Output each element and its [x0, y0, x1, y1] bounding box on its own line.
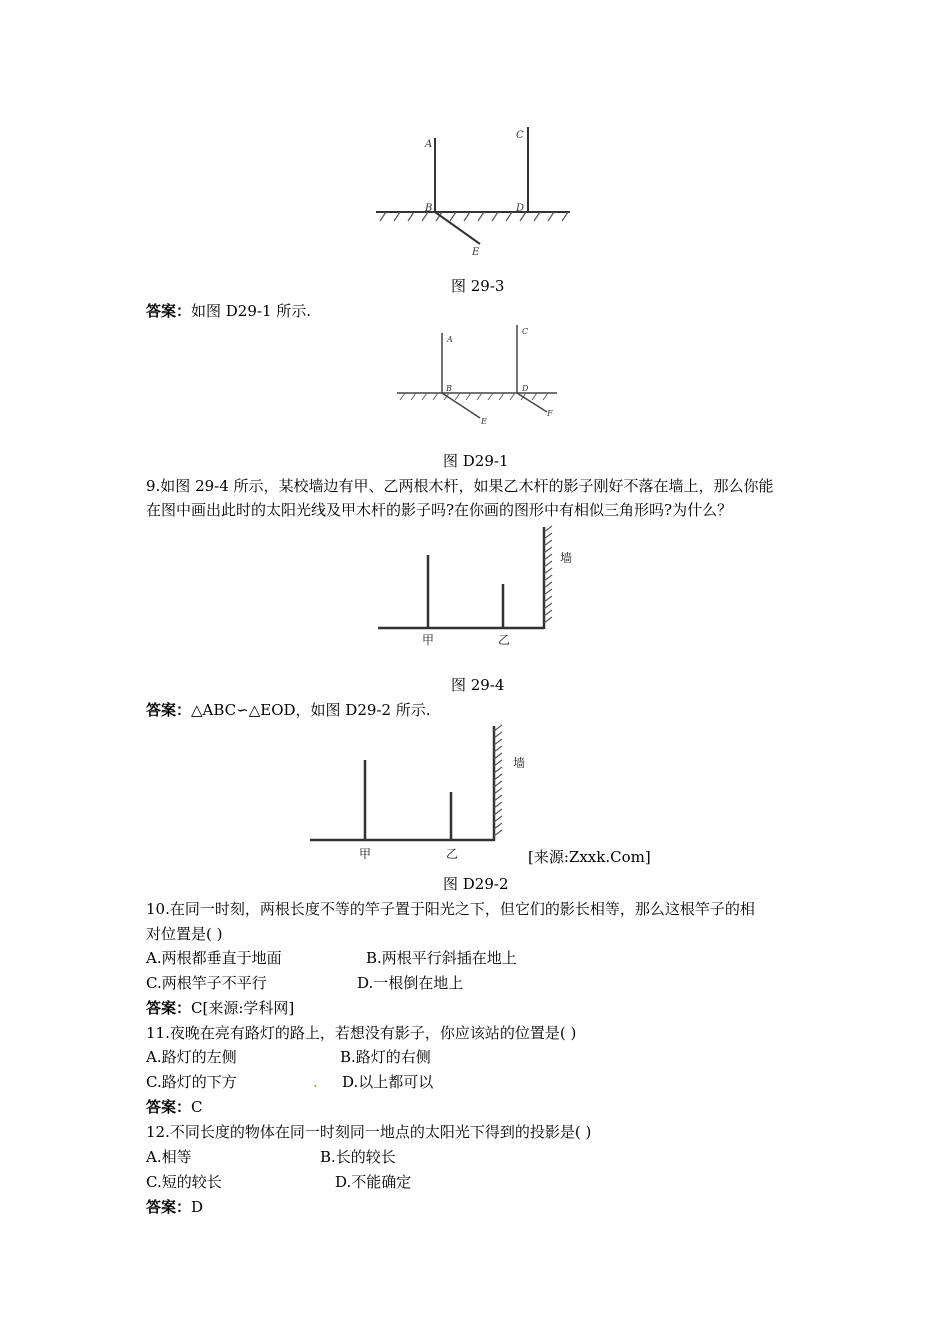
option-d: D.不能确定 [335, 1173, 412, 1191]
answer-label: 答案： [146, 302, 192, 320]
question-11-line-1: 11.夜晚在亮有路灯的路上，若想没有影子，你应该站的位置是( ) [146, 1024, 577, 1042]
label-a: A [447, 335, 453, 344]
answer-text: C [191, 1098, 203, 1116]
option-c: C.两根竿子不平行 [146, 974, 267, 992]
answer-10 [146, 998, 294, 1018]
answer-label: 答案： [146, 1198, 192, 1216]
pole-yi-label: 乙 [446, 847, 459, 861]
option-b: B.路灯的右侧 [340, 1048, 431, 1066]
option-b: B.两根平行斜插在地上 [366, 949, 517, 967]
label-c: C [516, 130, 524, 141]
label-a: A [425, 139, 433, 150]
option-c: C.路灯的下方 [146, 1073, 237, 1091]
figure-29-3 [372, 120, 577, 262]
answer-9 [146, 700, 431, 720]
question-12-line-1: 12.不同长度的物体在同一时刻同一地点的太阳光下得到的投影是( ) [146, 1123, 592, 1141]
option-a: A.路灯的左侧 [146, 1048, 237, 1066]
option-b: B.长的较长 [320, 1148, 396, 1166]
label-e: E [481, 417, 487, 426]
caption-d29-1: 图 D29-1 [443, 452, 509, 470]
answer-text: △ABC∽△EOD，如图 D29-2 所示. [191, 701, 431, 719]
figure-d29-1 [395, 322, 560, 432]
label-d: D [522, 384, 529, 393]
label-e: E [472, 247, 480, 258]
question-10-line-1: 10.在同一时刻，两根长度不等的竿子置于阳光之下，但它们的影长相等，那么这根竿子的相 [146, 900, 755, 918]
question-9-line-1: 9.如图 29-4 所示，某校墙边有甲、乙两根木杆，如果乙木杆的影子刚好不落在墙上，那么你能 [146, 477, 774, 495]
pole-yi-label: 乙 [498, 633, 511, 647]
answer-11 [146, 1097, 203, 1117]
answer-label: 答案： [146, 999, 192, 1017]
answer-label: 答案： [146, 701, 192, 719]
answer-text: C[来源:学科网] [191, 999, 295, 1017]
question-10-line-2: 对位置是( ) [146, 925, 223, 943]
answer-text: D [191, 1198, 204, 1216]
label-c: C [522, 327, 529, 336]
label-f: F [547, 409, 553, 418]
pole-jia-label: 甲 [422, 633, 435, 647]
caption-29-4: 图 29-4 [451, 676, 505, 694]
label-d: D [516, 203, 525, 214]
option-a: A.相等 [146, 1148, 192, 1166]
option-d: D.一根倒在地上 [357, 974, 464, 992]
option-d: D.以上都可以 [342, 1073, 434, 1091]
wall-label: 墙 [513, 756, 526, 770]
answer-label: 答案： [146, 1098, 192, 1116]
label-b: B [425, 203, 433, 214]
pole-jia-label: 甲 [359, 847, 372, 861]
figure-29-4 [375, 522, 580, 652]
answer-8 [146, 301, 311, 321]
source-note: [来源:Zxxk.Com] [528, 848, 651, 866]
answer-text: 如图 D29-1 所示. [191, 302, 312, 320]
caption-29-3: 图 29-3 [451, 277, 505, 295]
label-b: B [446, 384, 452, 393]
question-9-line-2: 在图中画出此时的太阳光线及甲木杆的影子吗?在你画的图形中有相似三角形吗?为什么？ [146, 501, 733, 519]
option-a: A.两根都垂直于地面 [146, 949, 282, 967]
option-c: C.短的较长 [146, 1173, 222, 1191]
wall-label: 墙 [560, 551, 573, 565]
stray-dot: . [313, 1073, 318, 1091]
figure-d29-2 [307, 722, 547, 867]
caption-d29-2: 图 D29-2 [443, 875, 509, 893]
answer-12 [146, 1197, 203, 1217]
